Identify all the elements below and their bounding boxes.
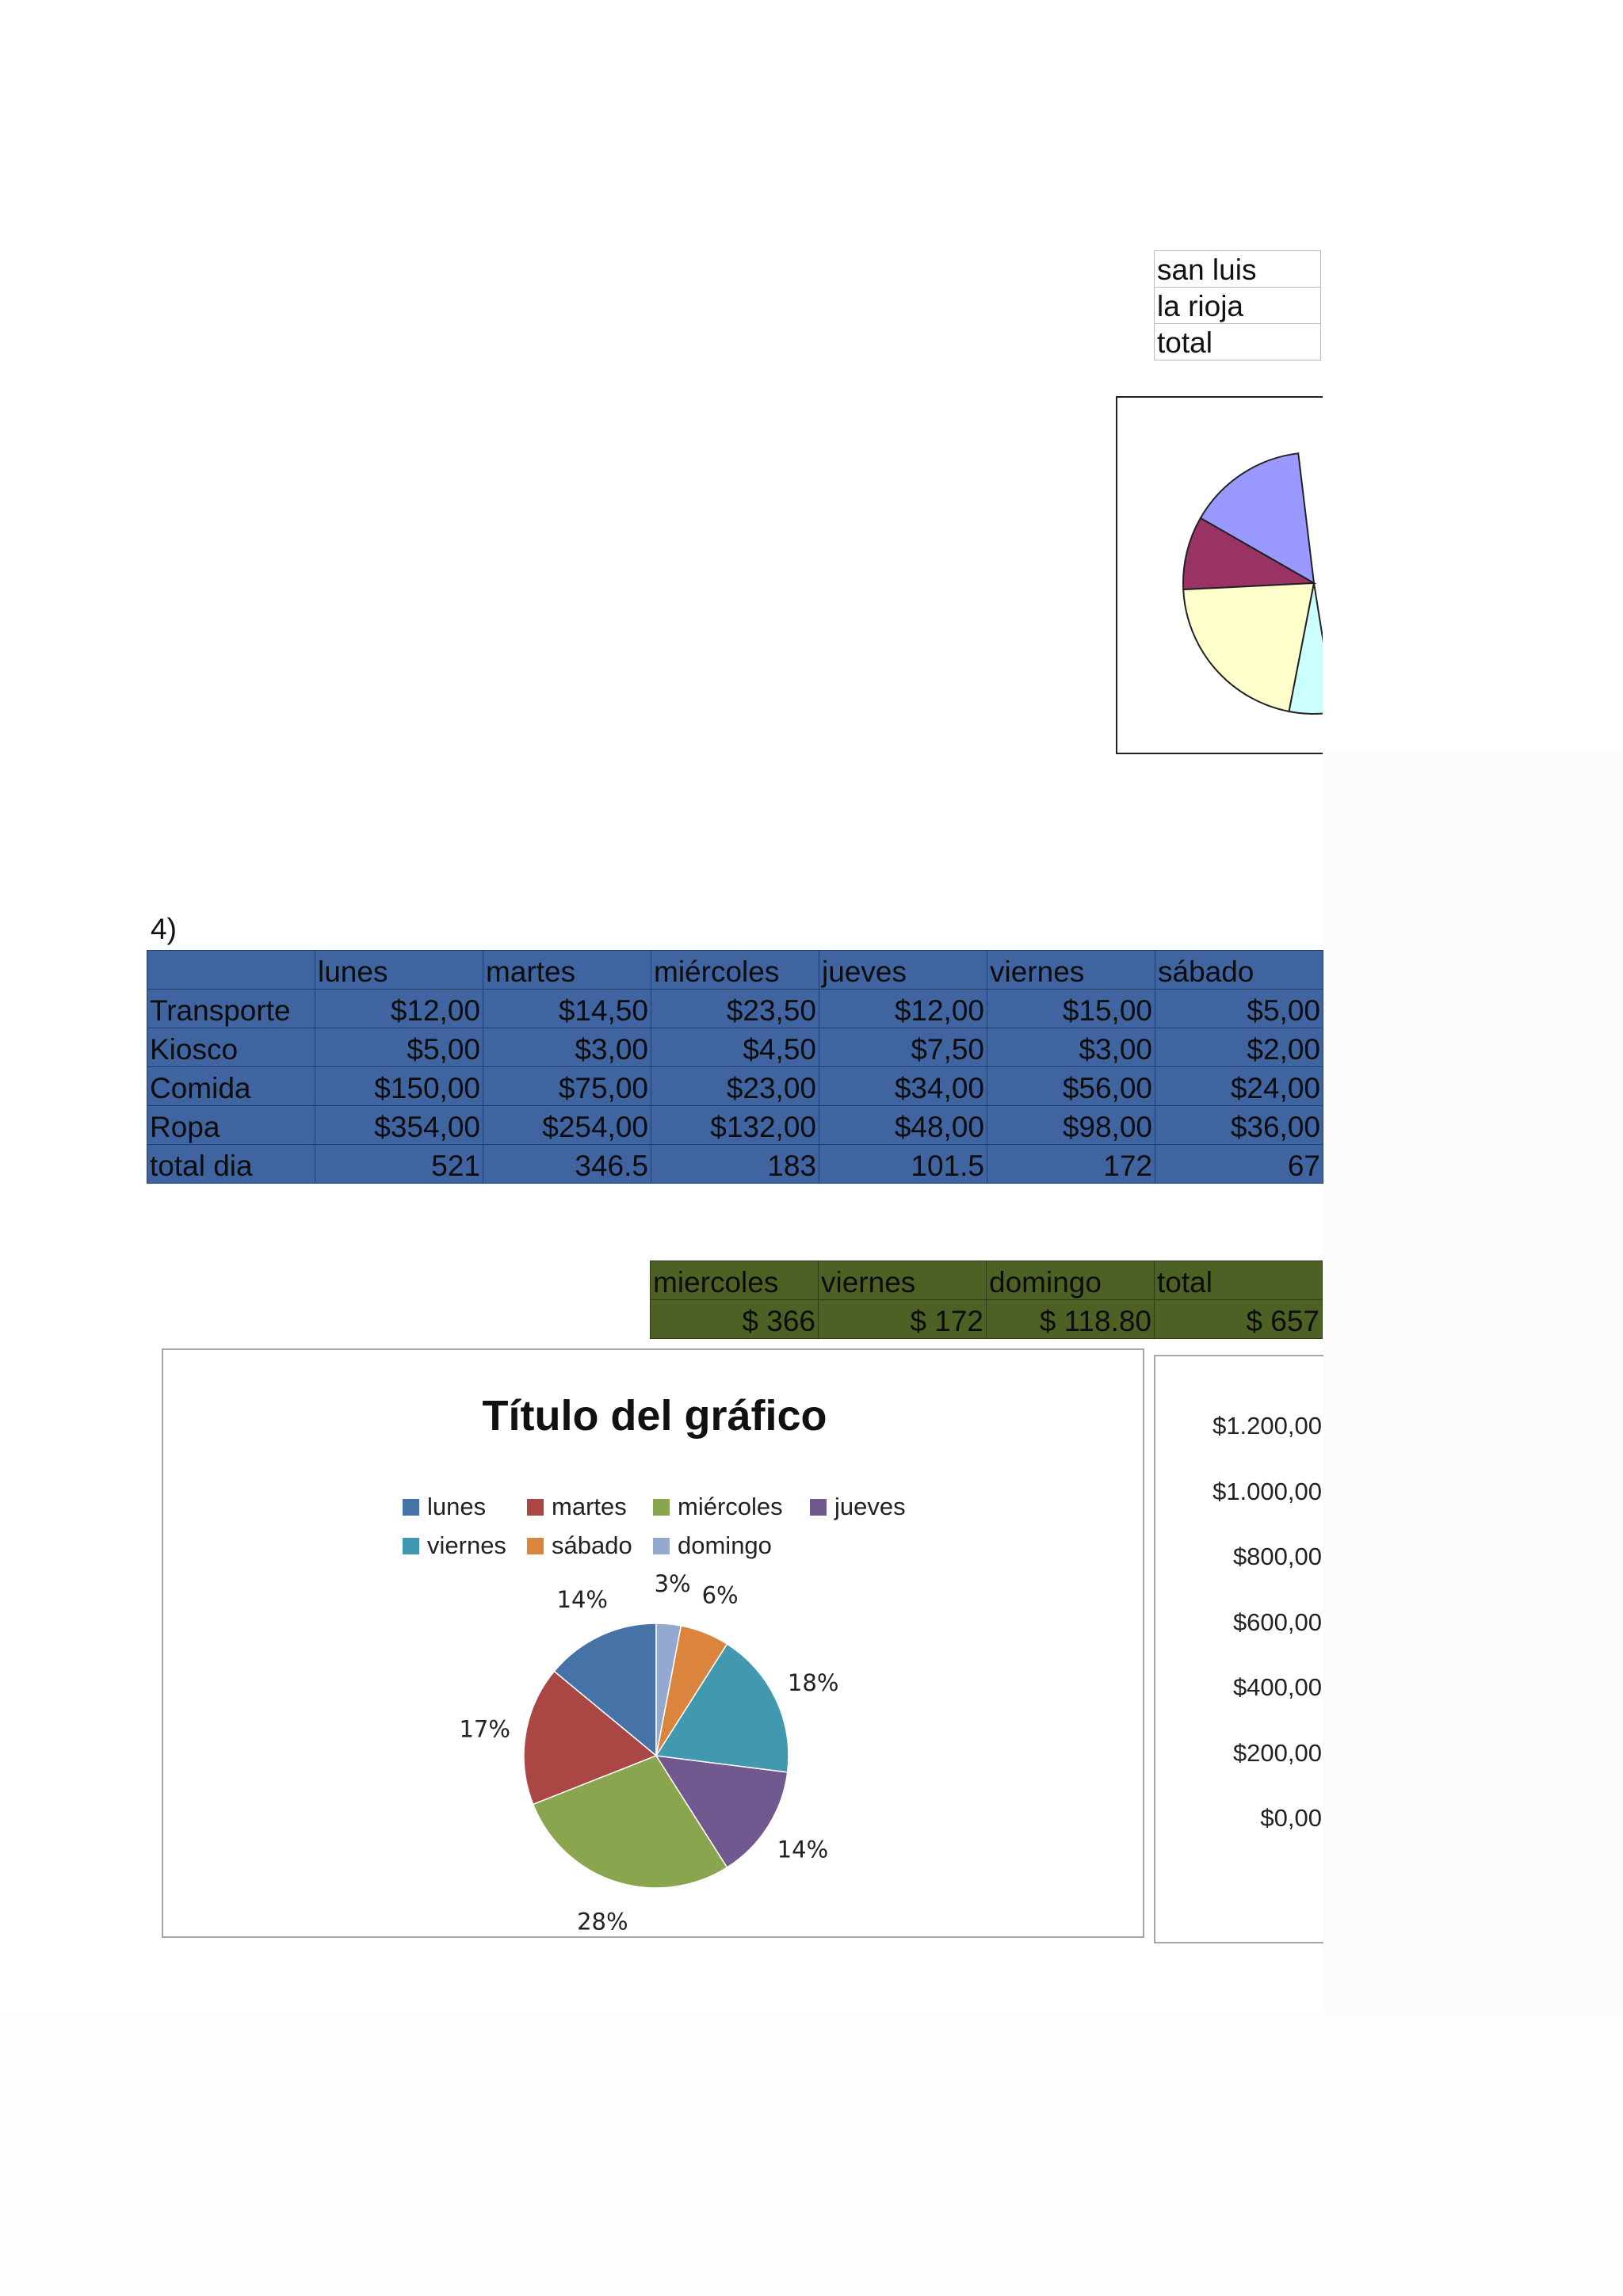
table-cell[interactable]: $56,00 <box>987 1067 1155 1106</box>
small-pie-chart <box>1116 396 1323 754</box>
table-cell[interactable]: 521 <box>315 1145 483 1184</box>
data-label: 3% <box>654 1569 691 1597</box>
table-cell[interactable]: $15,00 <box>987 990 1155 1028</box>
header-cell[interactable]: miercoles <box>651 1261 819 1300</box>
data-label: 14% <box>777 1836 829 1863</box>
table-cell[interactable]: 346.5 <box>483 1145 651 1184</box>
pie-chart-plot <box>163 1350 1146 1939</box>
background-region <box>0 2012 1623 2296</box>
table-cell[interactable]: $12,00 <box>315 990 483 1028</box>
legend-label: martes <box>552 1493 627 1520</box>
row-label-cell[interactable]: Kiosco <box>147 1028 315 1067</box>
section-label: 4) <box>151 913 177 945</box>
data-label: 6% <box>701 1581 739 1609</box>
y-tick-label: $200,00 <box>1232 1738 1322 1767</box>
table-row <box>147 990 1323 1028</box>
y-tick-label: $1.000,00 <box>1212 1477 1322 1505</box>
table-cell[interactable]: $7,50 <box>819 1028 987 1067</box>
bar-chart-container[interactable] <box>1154 1355 1323 1943</box>
table-cell[interactable]: $3,00 <box>483 1028 651 1067</box>
table-cell[interactable]: $23,00 <box>651 1067 819 1106</box>
header-cell[interactable] <box>147 951 315 990</box>
table-row <box>147 1067 1323 1106</box>
table-cell[interactable]: $3,00 <box>987 1028 1155 1067</box>
legend-label: miércoles <box>678 1493 783 1520</box>
expenses-table <box>147 950 1323 1184</box>
row-label-cell[interactable]: Ropa <box>147 1106 315 1145</box>
legend-label: domingo <box>678 1531 772 1559</box>
row-label-cell[interactable]: Comida <box>147 1067 315 1106</box>
table-cell[interactable]: $36,00 <box>1155 1106 1323 1145</box>
table-cell[interactable]: $2,00 <box>1155 1028 1323 1067</box>
table-row <box>147 1028 1323 1067</box>
table-row <box>1155 288 1321 324</box>
header-cell[interactable]: total <box>1155 1261 1323 1300</box>
header-cell[interactable]: viernes <box>819 1261 987 1300</box>
table-cell[interactable]: $354,00 <box>315 1106 483 1145</box>
table-cell[interactable]: $ 657 <box>1155 1300 1323 1339</box>
data-label: 17% <box>459 1715 510 1743</box>
header-cell[interactable]: lunes <box>315 951 483 990</box>
header-cell[interactable]: jueves <box>819 951 987 990</box>
pie-chart-container[interactable] <box>162 1348 1144 1938</box>
table-cell[interactable]: $75,00 <box>483 1067 651 1106</box>
totals-table <box>650 1261 1323 1339</box>
table-cell[interactable]: $132,00 <box>651 1106 819 1145</box>
header-cell[interactable]: miércoles <box>651 951 819 990</box>
table-cell[interactable]: $12,00 <box>819 990 987 1028</box>
table-cell[interactable]: $34,00 <box>819 1067 987 1106</box>
legend-label: lunes <box>427 1493 487 1520</box>
table-cell[interactable]: $24,00 <box>1155 1067 1323 1106</box>
data-label: 14% <box>556 1585 608 1613</box>
header-cell[interactable]: martes <box>483 951 651 990</box>
table-header-row <box>147 951 1323 990</box>
table-row <box>147 1145 1323 1184</box>
table-cell[interactable]: $14,50 <box>483 990 651 1028</box>
table-cell[interactable]: $150,00 <box>315 1067 483 1106</box>
table-cell[interactable]: 67 <box>1155 1145 1323 1184</box>
y-tick-label: $600,00 <box>1232 1608 1322 1636</box>
table-cell[interactable]: $23,50 <box>651 990 819 1028</box>
header-cell[interactable]: domingo <box>987 1261 1155 1300</box>
table-cell[interactable]: $5,00 <box>315 1028 483 1067</box>
legend-label: jueves <box>834 1493 906 1520</box>
table-cell[interactable]: $ 172 <box>819 1300 987 1339</box>
table-header-row <box>651 1261 1323 1300</box>
table-cell[interactable]: $254,00 <box>483 1106 651 1145</box>
table-row <box>147 1106 1323 1145</box>
y-tick-label: $0,00 <box>1260 1804 1322 1832</box>
y-tick-label: $400,00 <box>1232 1673 1322 1701</box>
table-cell[interactable]: 172 <box>987 1145 1155 1184</box>
table-cell[interactable]: $4,50 <box>651 1028 819 1067</box>
row-label-cell[interactable]: Transporte <box>147 990 315 1028</box>
table-row <box>1155 251 1321 288</box>
table-cell[interactable]: 183 <box>651 1145 819 1184</box>
y-tick-label: $800,00 <box>1232 1543 1322 1570</box>
table-row <box>651 1300 1323 1339</box>
table-cell[interactable]: $98,00 <box>987 1106 1155 1145</box>
data-label: 18% <box>787 1669 839 1696</box>
table-cell[interactable]: $ 118.80 <box>987 1300 1155 1339</box>
table-cell[interactable]: total <box>1155 324 1321 360</box>
table-cell[interactable]: $48,00 <box>819 1106 987 1145</box>
legend-label: sábado <box>552 1531 632 1559</box>
table-cell[interactable]: $5,00 <box>1155 990 1323 1028</box>
table-row <box>1155 324 1321 360</box>
table-cell[interactable]: 101.5 <box>819 1145 987 1184</box>
y-tick-label: $1.200,00 <box>1212 1412 1322 1440</box>
legend-label: viernes <box>427 1531 506 1559</box>
header-cell[interactable]: sábado <box>1155 951 1323 990</box>
regions-table <box>1154 250 1321 360</box>
table-cell[interactable]: $ 366 <box>651 1300 819 1339</box>
data-label: 28% <box>577 1908 628 1936</box>
table-cell[interactable]: la rioja <box>1155 288 1321 324</box>
row-label-cell[interactable]: total dia <box>147 1145 315 1184</box>
header-cell[interactable]: viernes <box>987 951 1155 990</box>
chart-title: Título del gráfico <box>482 1392 827 1440</box>
table-cell[interactable]: san luis <box>1155 251 1321 288</box>
